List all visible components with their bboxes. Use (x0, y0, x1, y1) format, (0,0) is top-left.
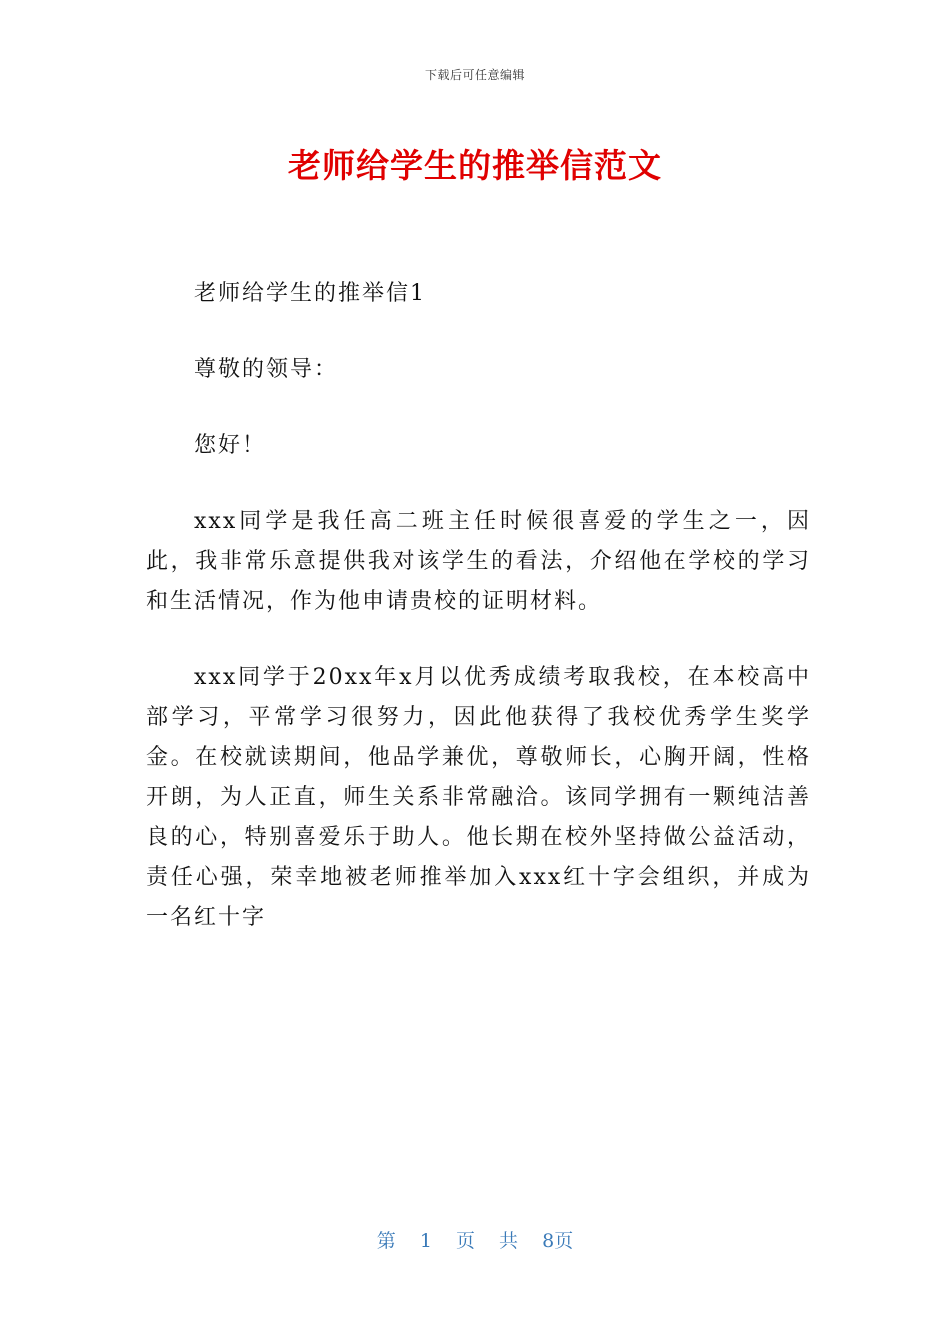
document-title: 老师给学生的推举信范文 (288, 146, 662, 185)
letter-heading: 老师给学生的推举信1 (194, 281, 426, 306)
footer-page-number: 1 (419, 1230, 432, 1252)
footer-total-pages: 8页 (542, 1230, 574, 1252)
footer-total-prefix: 共 (499, 1230, 519, 1252)
paragraph-1: xxx同学是我任高二班主任时候很喜爱的学生之一，因此，我非常乐意提供我对该学生的看法，介绍他在学校的学习和生活情况，作为他申请贵校的证明材料。 (146, 509, 811, 614)
document-body (146, 274, 811, 974)
header-note: 下载后可任意编辑 (424, 68, 525, 82)
page-footer (0, 1226, 950, 1253)
letter-salutation: 尊敬的领导： (194, 357, 339, 382)
paragraph-2: xxx同学于20xx年x月以优秀成绩考取我校，在本校高中部学习，平常学习很努力，因此他获得了我校优秀学生奖学金。在校就读期间，他品学兼优，尊敬师长，心胸开阔，性格开朗，为人正直，师生关系非常融洽。该同学拥有一颗纯洁善良的心，特别喜爱乐于助人。他长期在校外坚持做公益活动，责任心强，荣幸地被老师推举加入xxx红十字会组织，并成为一名红十字 (146, 665, 811, 930)
footer-page-prefix: 第 (376, 1230, 396, 1252)
footer-page-mid: 页 (455, 1230, 475, 1252)
letter-greeting: 您好！ (194, 433, 267, 458)
